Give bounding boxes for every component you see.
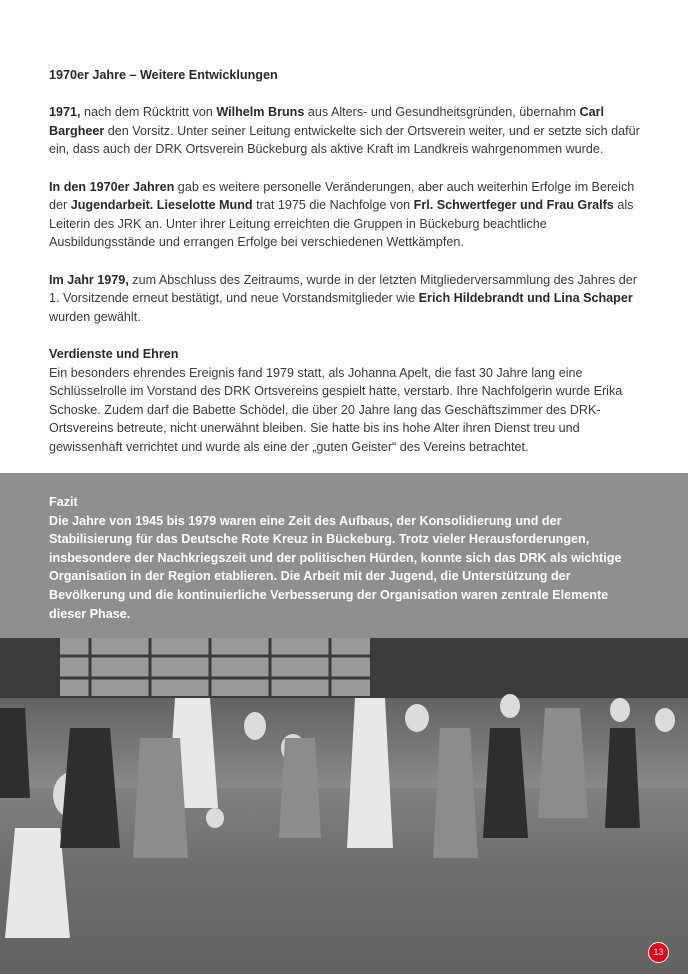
- bold-segment: Erich Hildebrandt und Lina Schaper: [418, 291, 633, 306]
- page-number: 13: [648, 942, 669, 963]
- bold-segment: 1971,: [49, 105, 81, 120]
- section-title: 1970er Jahre – Weitere Entwicklungen: [49, 68, 278, 82]
- bold-segment: In den 1970er Jahren: [49, 179, 175, 194]
- honors-text: Ein besonders ehrendes Ereignis fand 1979 statt, als Johanna Apelt, die fast 30 Jahre lang eine Schlüsselrolle im Vorstand des DRK Ortsvereins gespielt hatte, verstarb. Ihre Nachfolgerin wurde Erika Schoske. Zudem darf die Babette Schödel, die über 20 Jahre lang das Geschäftszimmer des DRK-Ortsvereins betreute, nicht unerwähnt bleiben. Sie hatte bis ins hohe Alter ihren Dienst treu und gewissenhaft verrichtet und wurde als eine der „guten Geister“ des Vereins betrachtet.: [49, 365, 623, 454]
- text-segment: gab es weitere personelle Veränderungen, aber auch weiterhin Erfolge im Bereich der: [49, 179, 635, 213]
- text-segment: den Vorsitz. Unter seiner Leitung entwickelte sich der Ortsverein weiter, und er setzte sich dafür ein, dass auch der DRK Ortsverein Bückeburg als aktive Kraft im Landkreis wahrgenommen wurde.: [49, 123, 640, 157]
- bold-segment: Carl Bargheer: [49, 105, 605, 138]
- text-segment: nach dem Rücktritt von: [80, 105, 217, 120]
- fazit-title: Fazit: [49, 495, 78, 509]
- text-segment: aus Alters- und Gesundheitsgründen, übernahm: [304, 105, 580, 120]
- bold-segment: Im Jahr 1979,: [49, 272, 129, 287]
- text-segment: trat 1975 die Nachfolge von: [252, 198, 414, 213]
- bold-segment: Frl. Schwertfeger und Frau Gralfs: [413, 198, 614, 213]
- bold-segment: Wilhelm Bruns: [216, 105, 305, 120]
- honors-title: Verdienste und Ehren: [49, 346, 179, 361]
- bold-segment: Jugendarbeit. Lieselotte Mund: [70, 198, 253, 213]
- paragraph-1970s: [49, 178, 649, 252]
- main-text: [49, 66, 649, 475]
- text-segment: wurden gewählt.: [49, 309, 141, 324]
- parade-photo: [0, 638, 688, 974]
- paragraph-1979: [49, 271, 649, 327]
- paragraph-1971: [49, 103, 649, 159]
- fazit-box: [0, 473, 688, 638]
- text-segment: als Leiterin des JRK an. Unter ihrer Leitung erreichten die Gruppen in Bückeburg beachtliche Ausbildungsstände und errangen Erfolge bei verschiedenen Wettkämpfen.: [49, 198, 634, 250]
- fazit-text: Die Jahre von 1945 bis 1979 waren eine Zeit des Aufbaus, der Konsolidierung und der Stabilisierung für das Deutsche Rote Kreuz in Bückeburg. Trotz vieler Herausforderungen, insbesondere der Nachkriegszeit und der politischen Hürden, konnte sich das DRK als wichtige Organisation in der Region etablieren. Die Arbeit mit der Jugend, die Unterstützung der Bevölkerung und die kontinuierliche Verbesserung der Organisation waren zentrale Elemente dieser Phase.: [49, 513, 622, 621]
- text-segment: zum Abschluss des Zeitraums, wurde in der letzten Mitgliederversammlung des Jahres der 1. Vorsitzende erneut bestätigt, und neue Vorstandsmitglieder wie: [49, 272, 637, 306]
